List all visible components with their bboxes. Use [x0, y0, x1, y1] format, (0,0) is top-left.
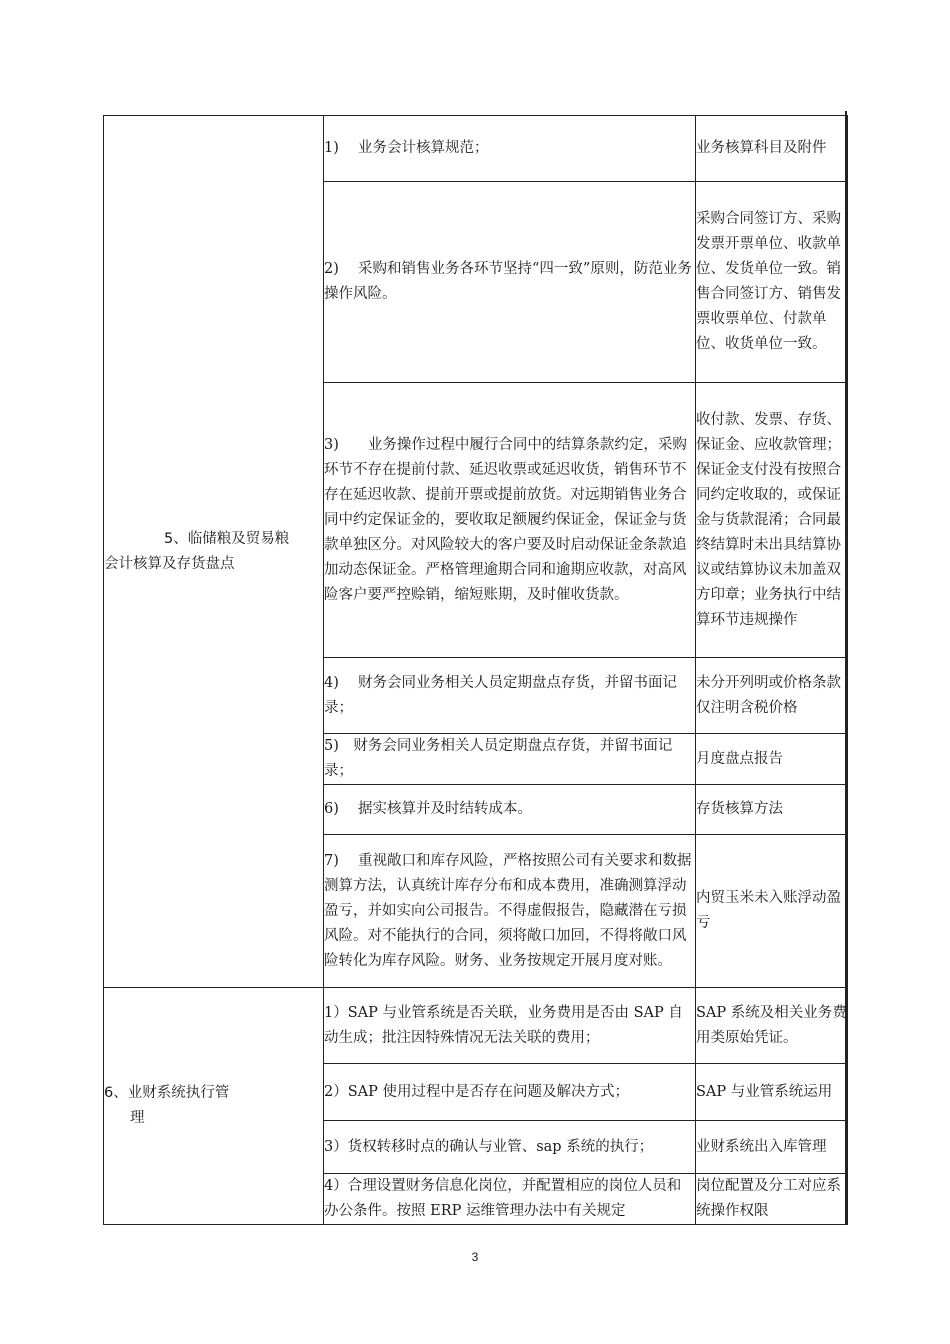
basis-cell: 月度盘点报告 [696, 734, 848, 785]
basis-cell: 业财系统出入库管理 [696, 1121, 848, 1174]
category-cell-6 [104, 988, 324, 1225]
table-row [104, 116, 848, 182]
content-cell: 1）SAP 与业管系统是否关联，业务费用是否由 SAP 自动生成；批注因特殊情况无法关联的费用； [324, 988, 696, 1064]
basis-cell: 岗位配置及分工对应系统操作权限 [696, 1174, 848, 1225]
basis-cell: 收付款、发票、存货、保证金、应收款管理；保证金支付没有按照合同约定收取的，或保证金与货款混淆；合同最终结算时未出具结算协议或结算协议未加盖双方印章；业务执行中结算环节违规操作 [696, 383, 848, 658]
category-line: 6、业财系统执行管 [104, 1085, 230, 1101]
content-cell: 3) 业务操作过程中履行合同中的结算条款约定，采购环节不存在提前付款、延迟收票或延迟收货，销售环节不存在延迟收款、提前开票或提前放货。对远期销售业务合同中约定保证金的，要收取足额履约保证金，保证金与货款单独区分。对风险较大的客户要及时启动保证金条款追加动态保证金。严格管理逾期合同和逾期应收款，对高风险客户要严控赊销，缩短账期，及时催收货款。 [324, 383, 696, 658]
page-number: 3 [471, 1250, 479, 1264]
category-line: 理 [130, 1110, 145, 1126]
content-cell: 4) 财务会同业务相关人员定期盘点存货，并留书面记录； [324, 658, 696, 734]
basis-cell: SAP 与业管系统运用 [696, 1064, 848, 1121]
content-cell: 3）货权转移时点的确认与业管、sap 系统的执行； [324, 1121, 696, 1174]
category-cell-5 [104, 116, 324, 988]
basis-cell: 业务核算科目及附件 [696, 116, 848, 182]
basis-cell: 未分开列明或价格条款仅注明含税价格 [696, 658, 848, 734]
content-cell: 5) 财务会同业务相关人员定期盘点存货，并留书面记录； [324, 734, 696, 785]
basis-cell: 采购合同签订方、采购发票开票单位、收款单位、发货单位一致。销售合同签订方、销售发票收票单位、付款单位、收货单位一致。 [696, 182, 848, 383]
content-cell: 1) 业务会计核算规范； [324, 116, 696, 182]
content-cell: 2）SAP 使用过程中是否存在问题及解决方式； [324, 1064, 696, 1121]
audit-table [103, 115, 848, 1225]
basis-cell: 内贸玉米未入账浮动盈亏 [696, 835, 848, 988]
basis-cell: SAP 系统及相关业务费用类原始凭证。 [696, 988, 848, 1064]
content-cell: 4）合理设置财务信息化岗位，并配置相应的岗位人员和办公条件。按照 ERP 运维管理办法中有关规定 [324, 1174, 696, 1225]
content-cell: 7) 重视敞口和库存风险，严格按照公司有关要求和数据测算方法，认真统计库存分布和成本费用，准确测算浮动盈亏，并如实向公司报告。不得虚假报告，隐藏潜在亏损风险。对不能执行的合同，须将敞口加回，不得将敞口风险转化为库存风险。财务、业务按规定开展月度对账。 [324, 835, 696, 988]
basis-cell: 存货核算方法 [696, 785, 848, 835]
content-cell: 2) 采购和销售业务各环节坚持“四一致”原则，防范业务操作风险。 [324, 182, 696, 383]
category-line: 5、临储粮及贸易粮 [164, 530, 290, 547]
table-row [104, 988, 848, 1064]
category-line: 会计核算及存货盘点 [104, 555, 235, 572]
content-cell: 6) 据实核算并及时结转成本。 [324, 785, 696, 835]
